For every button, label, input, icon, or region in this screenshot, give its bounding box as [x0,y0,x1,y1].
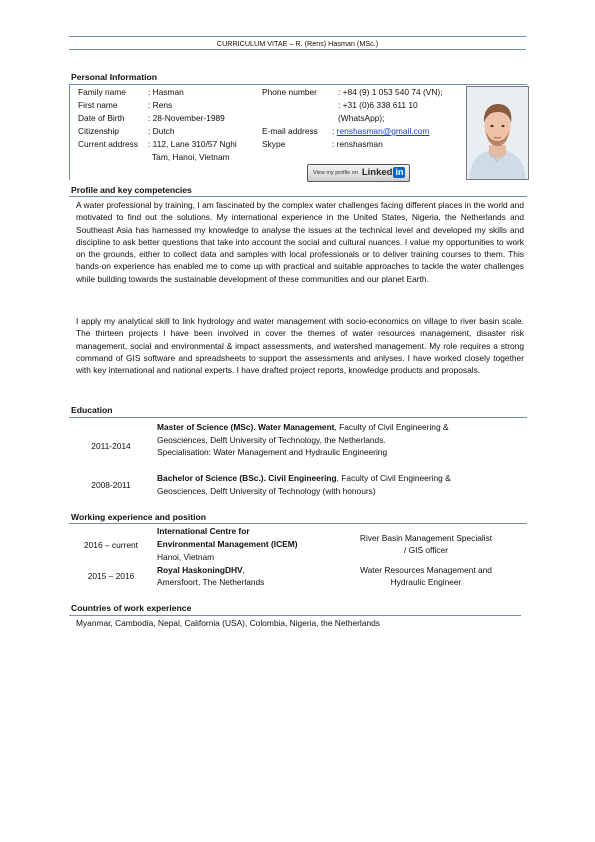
linkedin-caption: View my profile on [313,169,358,176]
value-citizenship: : Dutch [148,126,175,136]
label-phone-number: Phone number [262,87,317,97]
profile-photo [466,86,529,180]
education-line1-bsc [157,473,451,484]
label-citizenship: Citizenship [78,126,119,136]
work-location-haskoning: Amersfoort, The Netherlands [157,577,265,587]
education-line1-msc [157,422,449,433]
value-first-name: : Rens [148,100,173,110]
work-org-icem-line1: International Centre for [157,526,250,536]
work-org-haskoning-name: Royal HaskoningDHV [157,565,243,575]
value-current-address-line2: Tam, Hanoi, Vietnam [152,152,230,162]
label-email: E-mail address [262,126,318,136]
value-skype: : renshasman [332,139,383,149]
label-skype: Skype [262,139,286,149]
linkedin-profile-button[interactable] [307,164,410,182]
education-line2-msc: Geosciences, Delft University of Technology, the Netherlands. [157,435,386,445]
education-specialisation-msc: Specialisation: Water Management and Hydraulic Engineering [157,447,388,457]
value-email-row [332,126,429,137]
work-org-haskoning-comma: , [242,565,245,575]
section-rule-countries [69,615,521,616]
value-date-of-birth: : 28-November-1989 [148,113,225,123]
education-line2-bsc: Geosciences, Delft University of Technology (with honours) [157,486,376,496]
countries-list: Myanmar, Cambodia, Nepal, California (USA), Colombia, Nigeria, the Netherlands [76,618,380,628]
profile-paragraph-1: A water professional by training, I am fascinated by the complex water challenges facing different places in the world and motivated to find out the solutions. My international experience in the United States, Nigeria, the Netherlands and Southeast Asia has harnessed my knowledge to analyse the issues at the technical level and developed my skills and discipline to ask better questions that take into account the social and cultural nuances. I value my opportunities to work on the grounds, either to collect data and samples with local professionals or to deliver training courses to them. This hands-on experience has enabled me to come up with practical and suitable approaches to tackle the water challenges while building towards the sustainable development of these communities and our planet Earth. [76,200,524,284]
value-family-name: : Hasman [148,87,184,97]
label-current-address: Current address [78,139,139,149]
section-rule-education [69,417,527,418]
label-date-of-birth: Date of Birth [78,113,125,123]
section-rule-profile [69,196,527,197]
education-faculty-bsc: , Faculty of Civil Engineering & [336,473,451,483]
section-rule-work [69,523,527,524]
education-years-bsc: 2008-2011 [91,480,131,490]
profile-paragraph-2: I apply my analytical skill to link hydrology and water management with socio-economics on village to river basin scale. The thirteen projects I have been involved in cover the themes of water resources management, disaster risk management, social and environmental & impact assessments, and watershed management. My role requires a strong command of GIS software and spreadsheets to support the assessments and anlyses. I have worked closely together with key international and national experts. I have drafted project reports, knowledge products and proposals. [76,316,524,375]
value-current-address: : 112, Lane 310/57 Nghi [148,139,237,149]
document-header-title: CURRICULUM VITAE – R. (Rens) Hasman (MSc.) [216,39,379,48]
section-title-personal: Personal Information [71,72,157,82]
education-years-msc: 2011-2014 [91,441,131,451]
work-role-icem-line2: / GIS officer [403,545,449,555]
work-org-icem-line2: Environmental Management (ICEM) [157,539,298,549]
education-faculty-msc: , Faculty of Civil Engineering & [334,422,449,432]
work-org-haskoning [157,565,245,576]
work-role-haskoning-line1: Water Resources Management and [360,565,492,575]
work-years-icem: 2016 – current [83,540,138,550]
work-years-haskoning: 2015 – 2016 [87,571,135,581]
header-rule-top [69,36,526,37]
work-role-haskoning-line2: Hydraulic Engineer [390,577,462,587]
work-role-icem-line1: River Basin Management Specialist [359,533,493,543]
education-degree-bsc: Bachelor of Science (BSc.). Civil Engineering [157,473,337,483]
header-rule-bottom [69,49,526,50]
portrait-illustration [467,87,528,179]
value-phone-line3: (WhatsApp); [338,113,385,123]
section-rule-personal [69,84,527,85]
section-title-work: Working experience and position [71,512,206,522]
section-title-education: Education [71,405,113,415]
section-title-countries: Countries of work experience [71,603,192,613]
work-location-icem: Hanoi, Vietnam [157,552,215,562]
label-first-name: First name [78,100,118,110]
education-degree-msc: Master of Science (MSc). Water Management [157,422,335,432]
linkedin-in-badge: in [395,167,404,178]
email-prefix: : [332,126,337,136]
linkedin-logo [362,167,406,179]
personal-left-border [69,84,70,180]
linkedin-logo-word: Linked [361,167,393,179]
section-title-profile: Profile and key competencies [71,185,192,195]
label-family-name: Family name [78,87,126,97]
email-link[interactable]: renshasman@gmail.com [336,126,430,136]
value-phone-line1: : +84 (9) 1 053 540 74 (VN); [338,87,443,97]
value-phone-line2: : +31 (0)6 338 611 10 [338,100,418,110]
